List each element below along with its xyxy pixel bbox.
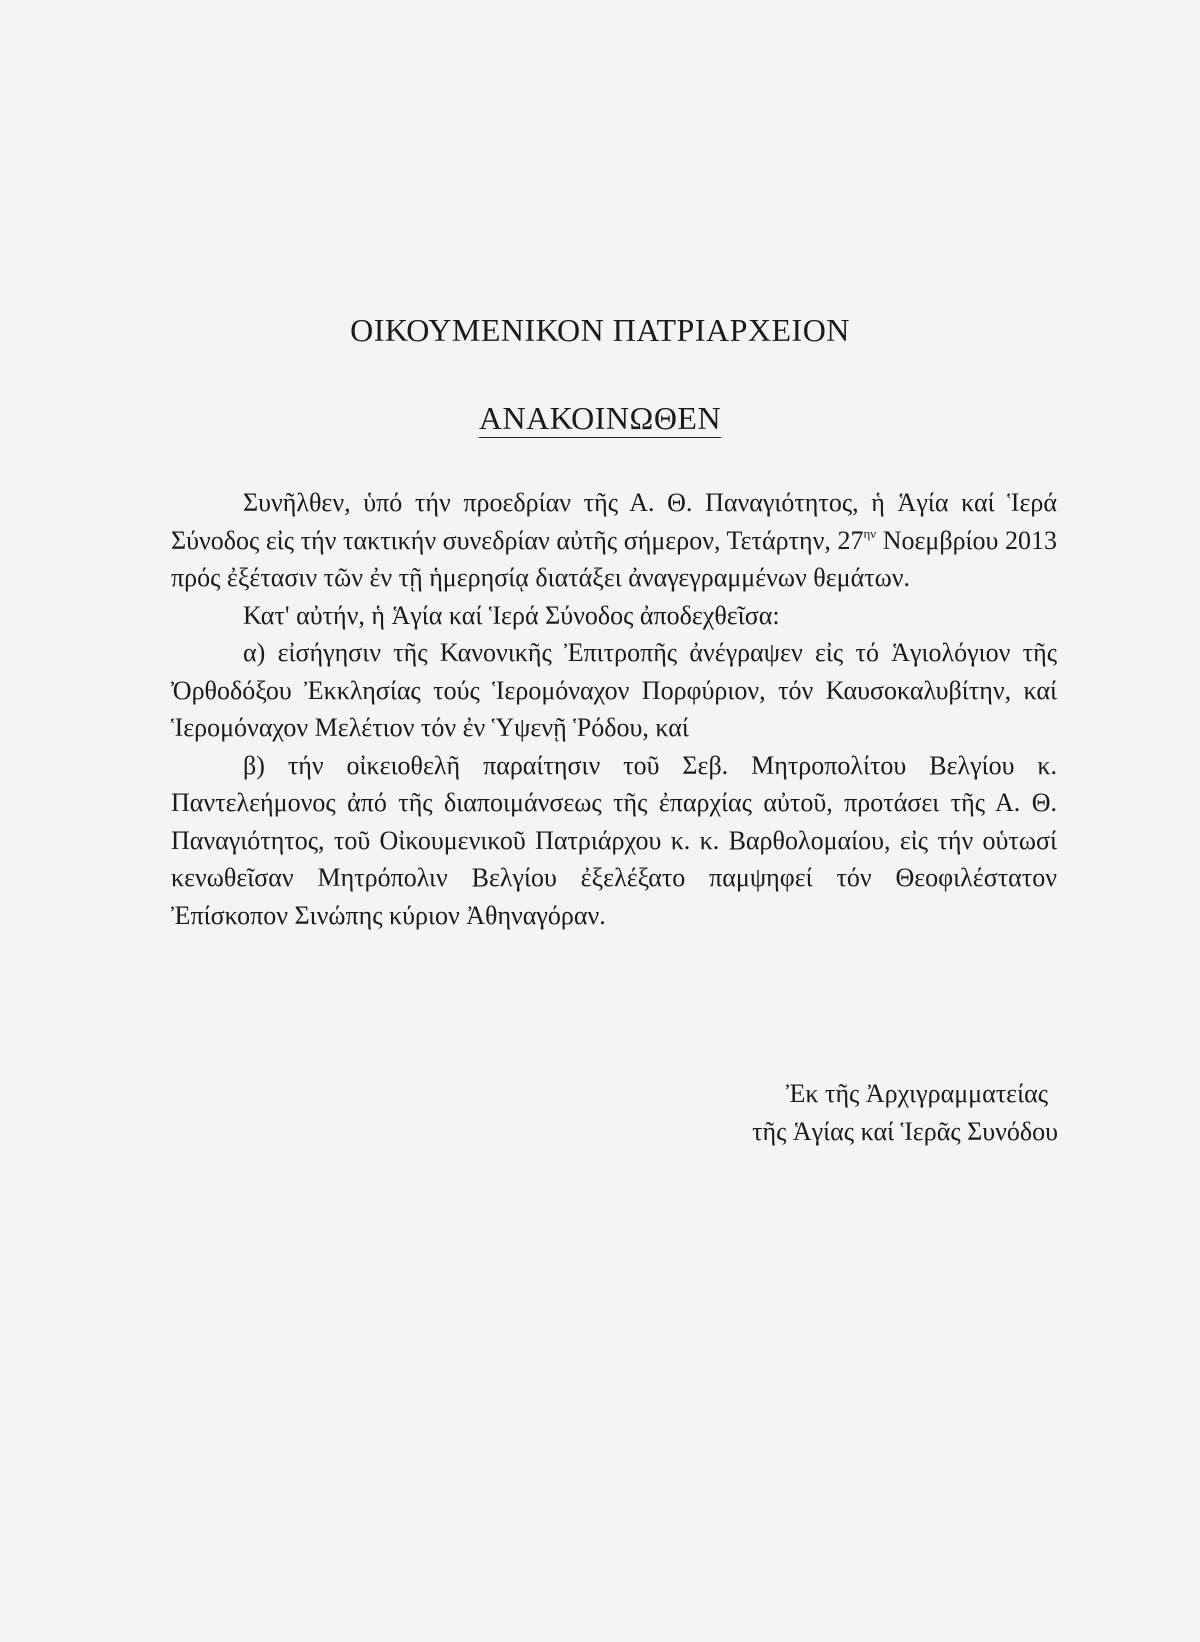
signature-line-2: τῆς Ἁγίας καί Ἱερᾶς Συνόδου — [752, 1117, 1058, 1146]
paragraph-1-superscript: ην — [863, 525, 877, 541]
paragraph-1-text-a: Συνῆλθεν, ὑπό τήν προεδρίαν τῆς Α. Θ. Παναγιότητος, ἡ Ἁγία καί Ἱερά Σύνοδος εἰς τήν τακτικήν συνεδρίαν αὐτῆς σήμερον, Τετάρτην, 27 — [171, 488, 1057, 555]
paragraph-1 — [171, 484, 1057, 597]
paragraph-4: β) τήν οἰκειοθελῆ παραίτησιν τοῦ Σεβ. Μητροπολίτου Βελγίου κ. Παντελεήμονος ἀπό τῆς διαποιμάνσεως τῆς ἐπαρχίας αὐτοῦ, προτάσει τῆς Α. Θ. Παναγιότητος, τοῦ Οἰκουμενικοῦ Πατριάρχου κ. κ. Βαρθολομαίου, εἰς τήν οὑτωσί κενωθεῖσαν Μητρόπολιν Βελγίου ἐξελέξατο παμψηφεί τόν Θεοφιλέστατον Ἐπίσκοπον Σινώπης κύριον Ἀθηναγόραν. — [171, 750, 1057, 930]
signature-line-1: Ἐκ τῆς Ἀρχιγραμματείας — [785, 1079, 1048, 1108]
paragraph-2: Κατ' αὐτήν, ἡ Ἁγία καί Ἱερά Σύνοδος ἀποδεχθεῖσα: — [243, 600, 780, 630]
paragraph-3: α) εἰσήγησιν τῆς Κανονικῆς Ἐπιτροπῆς ἀνέγραψεν εἰς τό Ἁγιολόγιον τῆς Ὀρθοδόξου Ἐκκλησίας τούς Ἱερομόναχον Πορφύριον, τόν Καυσοκαλυβίτην, καί Ἱερομόναχον Μελέτιον τόν ἐν Ὑψενῇ Ῥόδου, καί — [171, 638, 1057, 742]
document-header: ΟΙΚΟΥΜΕΝΙΚΟΝ ΠΑΤΡΙΑΡΧΕΙΟΝ — [350, 312, 850, 348]
signature-block — [752, 1075, 1058, 1151]
document-body — [171, 484, 1057, 934]
document-title: ΑΝΑΚΟΙΝΩΘΕΝ — [478, 400, 722, 436]
paragraph-1-text-b: Νοεμβρίου 2013 πρός ἐξέτασιν τῶν ἐν τῇ ἡμερησίᾳ διατάξει ἀναγεγραμμένων θεμάτων. — [171, 525, 1057, 592]
document-title-wrapper — [0, 400, 1200, 437]
